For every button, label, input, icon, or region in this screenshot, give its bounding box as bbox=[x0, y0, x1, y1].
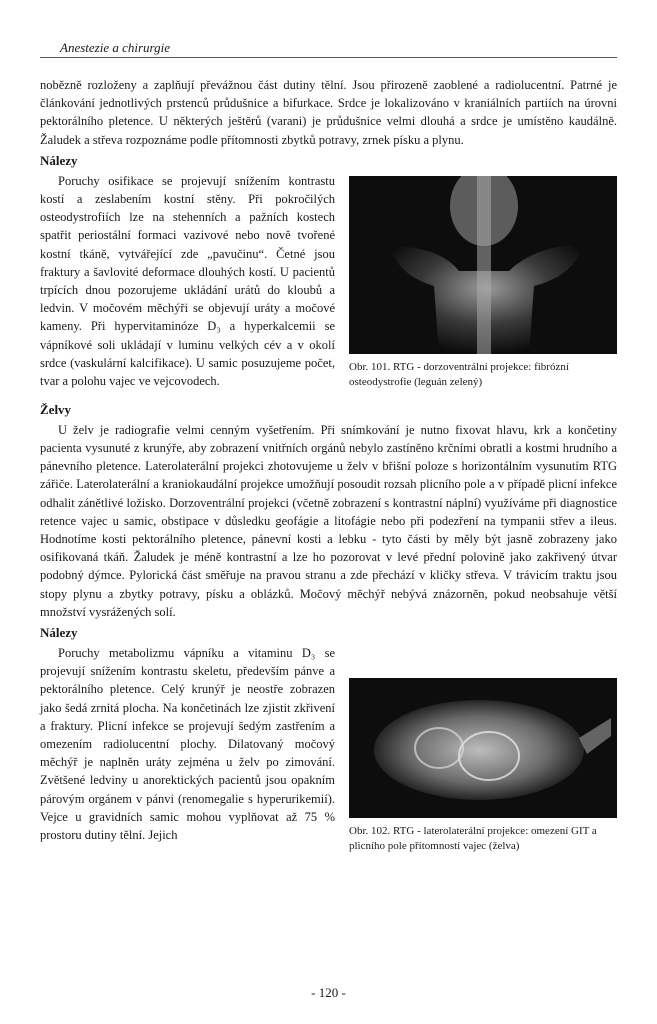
running-head: Anestezie a chirurgie bbox=[60, 40, 170, 55]
xray-image-turtle bbox=[349, 678, 617, 818]
figure-101 bbox=[349, 176, 617, 390]
page-body bbox=[40, 76, 617, 860]
header-rule bbox=[40, 57, 617, 58]
page-number: - 120 - bbox=[311, 985, 346, 1000]
section-heading-turtles: Želvy bbox=[40, 401, 72, 417]
figure-102 bbox=[349, 678, 617, 854]
section-heading-findings-1: Nálezy bbox=[40, 152, 78, 168]
section1-text: Poruchy osifikace se projevují snížením kontrastu kostí a zeslabením kostní stěny. Při pokročilých osteodystrofiích lze na stehenních a pažních kostech spatřit periostální formaci vazivové nebo nově tvořené kostní tkáně, vytvářející zde „pavučinu“. Četné jsou fraktury a šavlovité deformace dlouhých kostí. U pacientů trpících dnou pozorujeme ukládání urátů do kloubů a ledvin. V močovém měchýři se objevují uráty a močové kameny. Při hypervitaminóze D₃ a hyperkalcemii se vápníkové soli ukládají v luminu velkých cév a v okolí srdce (vaskulární kalcifikace). U samic posuzujeme počet, tvar a polohu vajec ve vejcovodech. bbox=[40, 173, 335, 389]
figure-101-caption: Obr. 101. RTG - dorzoventrální projekce: fibrózní osteodystrofie (leguán zelený) bbox=[349, 360, 569, 388]
section2-text: U želv je radiografie velmi cenným vyšetřením. Při snímkování je nutno fixovat hlavu, krk a končetiny pacienta vysunuté z krunýře, aby zobrazení vnitřních orgánů nebylo zastíněno krčními obratli a kostmi hrudního a pánevního pletence. Laterolaterální projekci zhotovujeme u želv v břišní poloze s horizontálním vysunutím RTG zářiče. Laterolaterální a kraniokaudální projekce umožňují posoudit rozsah plicního pole a v případě plicní infekce odhalit zánětlivé ložisko. Dorzoventrální projekci (včetně zobrazení s kontrastní náplní) využíváme při diagnostice retence vajec u samic, obstipace v důsledku geofágie a litofágie nebo při podezření na tympanii střev a ileus. Hodnotíme kosti pektorálního pletence, pánevní kosti a lebku - tyto části by měly být jasně zobrazeny jako osifikovaná tkáň. Žaludek je méně kontrastní a lze ho pozorovat v levé přední polovině jako zakřivený útvar podobný dýmce. Pylorická část směřuje na pravou stranu a zde přechází v kličky střeva. V trávicím traktu jsou stopy plynu a zbytky potravy, písku a oblázků. Močový měchýř nebývá znázorněn, pokud neobsahuje větší množství vysrážených solí. bbox=[40, 422, 617, 619]
xray-image-lizard bbox=[349, 176, 617, 354]
section3-text: Poruchy metabolizmu vápníku a vitaminu D₃ se projevují snížením kontrastu skeletu, především pánve a pektorálního pletence. Celý krunýř je neostře zobrazen jako šedá zrnitá plocha. Na končetinách lze zjistit zkřivení a fraktury. Plicní infekce se projevují šedým zastřením a omezením radiolucentní plochy. Dilatovaný močový měchýř je naplněn uráty zejména u želv po zimování. Zvětšené ledviny u anorektických pacientů jsou opakním párovým orgánem v pánvi (renomegalie s hyperurikemií). Vejce u gravidních samic mohou vyplňovat až 75 % prostoru dutiny tělní. Jejich bbox=[40, 646, 335, 843]
figure-102-caption: Obr. 102. RTG - laterolaterální projekce: omezení GIT a plicního pole přítomností vajec (želva) bbox=[349, 825, 597, 853]
intro-paragraph: nobězně rozloženy a zaplňují převážnou část dutiny tělní. Jsou přirozeně zaoblené a radiolucentní. Patrné je článkování jednotlivých prstenců průdušnice a bifurkace. Srdce je lokalizováno v kraniálních partiích na úrovni pektorálního pletence. U některých ještěrů (varani) je průdušnice velmi dlouhá a srdce je umístěno kaudálně. Žaludek a střeva rozpoznáme podle přítomnosti zbytků potravy, zrnek písku a plynu. bbox=[40, 78, 617, 147]
section-heading-findings-2: Nálezy bbox=[40, 625, 78, 641]
